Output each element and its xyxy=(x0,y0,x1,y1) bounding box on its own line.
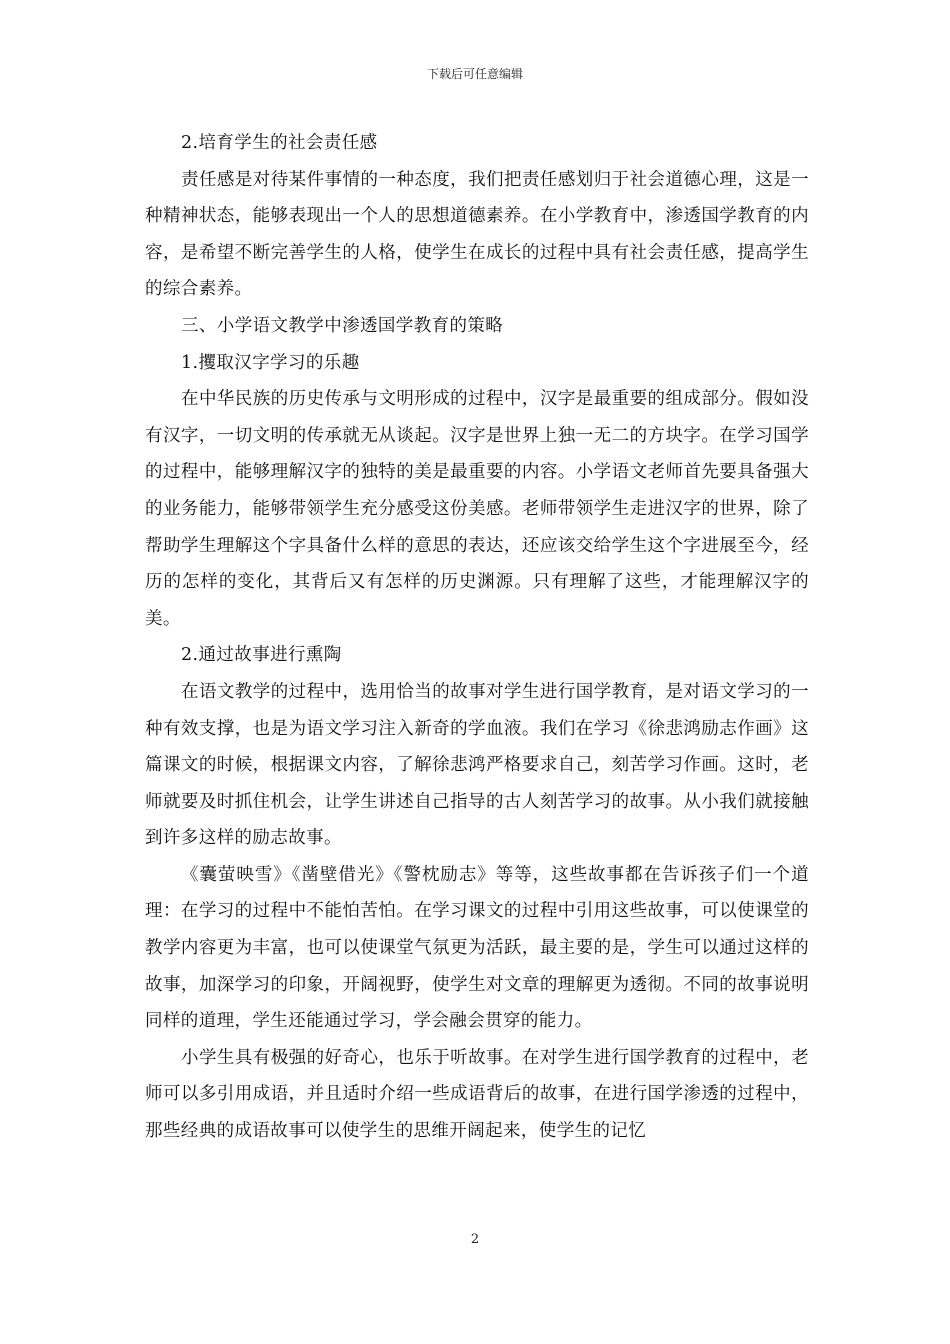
document-body xyxy=(145,125,809,1150)
subheading-chinese-characters: 1.攫取汉字学习的乐趣 xyxy=(181,352,360,373)
paragraph-chinese-characters: 在中华民族的历史传承与文明形成的过程中，汉字是最重要的组成部分。假如没有汉字，一切文明的传承就无从谈起。汉字是世界上独一无二的方块字。在学习国学的过程中，能够理解汉字的独特的美是最重要的内容。小学语文老师首先要具备强大的业务能力，能够带领学生充分感受这份美感。老师带领学生走进汉字的世界，除了帮助学生理解这个字具备什么样的意思的表达，还应该交给学生这个字进展至今，经历的怎样的变化，其背后又有怎样的历史渊源。只有理解了这些，才能理解汉字的美。 xyxy=(145,389,809,629)
section-heading-strategies: 三、小学语文教学中渗透国学教育的策略 xyxy=(181,315,504,336)
subheading-stories: 2.通过故事进行熏陶 xyxy=(181,645,342,666)
section-heading-social-responsibility: 2.培育学生的社会责任感 xyxy=(181,133,378,153)
page-number: 2 xyxy=(470,1232,480,1247)
paragraph-curiosity: 小学生具有极强的好奇心，也乐于听故事。在对学生进行国学教育的过程中，老师可以多引用成语，并且适时介绍一些成语背后的故事，在进行国学渗透的过程中，那些经典的成语故事可以使学生的思维开阔起来，使学生的记忆 xyxy=(145,1047,809,1142)
paragraph-story-examples: 《囊萤映雪》《凿壁借光》《警枕励志》等等，这些故事都在告诉孩子们一个道理：在学习的过程中不能怕苦怕。在学习课文的过程中引用这些故事，可以使课堂的教学内容更为丰富，也可以使课堂气氛更为活跃，最主要的是，学生可以通过这样的故事，加深学习的印象，开阔视野，使学生对文章的理解更为透彻。不同的故事说明同样的道理，学生还能通过学习，学会融会贯穿的能力。 xyxy=(145,864,809,1032)
paragraph-stories: 在语文教学的过程中，选用恰当的故事对学生进行国学教育，是对语文学习的一种有效支撑，也是为语文学习注入新奇的学血液。我们在学习《徐悲鸿励志作画》这篇课文的时候，根据课文内容，了解徐悲鸿严格要求自己，刻苦学习作画。这时，老师就要及时抓住机会，让学生讲述自己指导的古人刻苦学习的故事。从小我们就接触到许多这样的励志故事。 xyxy=(145,681,809,849)
paragraph-responsibility: 责任感是对待某件事情的一种态度，我们把责任感划归于社会道德心理，这是一种精神状态，能够表现出一个人的思想道德素养。在小学教育中，渗透国学教育的内容，是希望不断完善学生的人格，使学生在成长的过程中具有社会责任感，提高学生的综合素养。 xyxy=(145,169,809,300)
page-header: 下载后可任意编辑 xyxy=(426,67,523,81)
